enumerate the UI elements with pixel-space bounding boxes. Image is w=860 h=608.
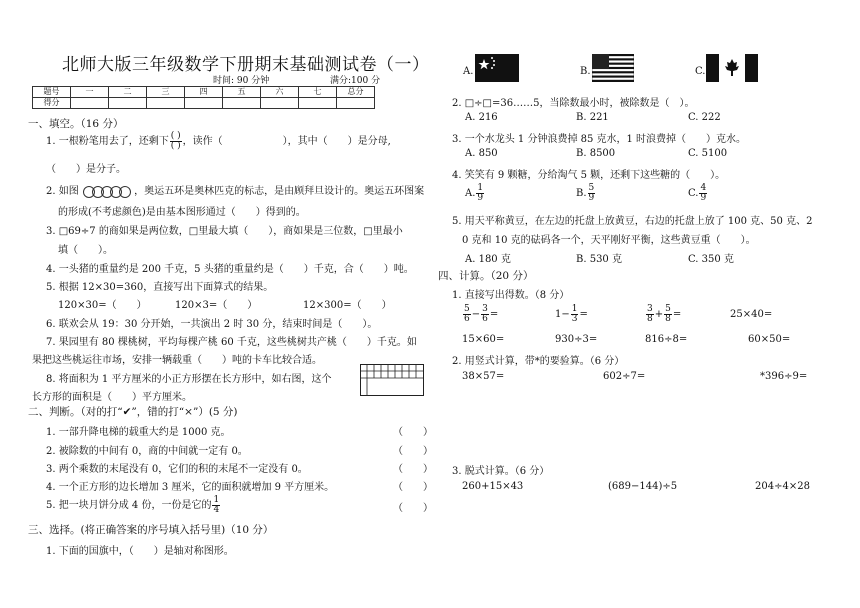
fraction (170, 132, 182, 151)
score-cell: 二 (109, 87, 147, 98)
score-input[interactable] (185, 98, 223, 109)
option[interactable]: B. 8500 (576, 148, 616, 159)
fraction (588, 184, 596, 203)
option-label: B. (576, 188, 587, 199)
stepwise-calc: 204÷4×28 (755, 481, 810, 492)
frac-expr-2 (555, 305, 588, 324)
judge-text: 5. 把一块月饼分成 4 份，一份是它的 (46, 500, 212, 511)
operand: 1− (555, 309, 570, 320)
score-input[interactable] (71, 98, 109, 109)
judge-paren[interactable]: （ ） (393, 503, 433, 514)
frac-num: 1 (213, 495, 220, 505)
choice-q5-line2: 0 克和 10 克的砝码各一个，天平刚好平衡，这些黄豆重（ ）。 (462, 235, 756, 246)
option[interactable]: A. 850 (465, 148, 498, 159)
frac-num: 5 (588, 183, 595, 193)
score-table (32, 86, 375, 109)
q2-line1 (46, 182, 424, 198)
score-cell: 一 (71, 87, 109, 98)
option[interactable]: A. 180 克 (465, 254, 511, 265)
frac-den: 4 (213, 505, 220, 515)
q2-text: 2. 如图 (46, 186, 79, 197)
q5a: 120×30=（ ） (58, 300, 147, 311)
equals: = (489, 309, 499, 320)
score-cell: 六 (261, 87, 299, 98)
calc-item: 816÷8= (645, 334, 688, 345)
calc-item: 930÷3= (555, 334, 598, 345)
frac-num: 3 (647, 304, 653, 314)
q5: 5. 根据 12×30=360，直接写出下面算式的结果。 (46, 282, 274, 293)
q3-line2: 填（ ）。 (58, 245, 113, 256)
q1-text: ，读作（ ），其中（ ）是分母, (182, 136, 391, 147)
q5c: 12×300=（ ） (303, 300, 392, 311)
frac-den: 6 (464, 314, 470, 324)
section-1-heading: 一、填空。（16 分） (28, 118, 124, 130)
q4: 4. 一头猪的重量约是 200 千克，5 头猪的重量约是（ ）千克，合（ ）吨。 (46, 264, 414, 275)
option[interactable]: A. 216 (465, 112, 498, 123)
frac-den: 9 (700, 193, 707, 203)
choice-q5-line1: 5. 用天平称黄豆，在左边的托盘上放黄豆，右边的托盘上放了 100 克、50 克、2 (452, 216, 813, 227)
frac-num: 5 (464, 304, 470, 314)
option[interactable] (688, 184, 708, 203)
score-cell: 五 (223, 87, 261, 98)
option[interactable]: C. 5100 (688, 148, 728, 159)
canada-flag-icon[interactable] (706, 54, 758, 82)
choice-q3: 3. 一个水龙头 1 分钟浪费掉 85 克水，1 时浪费掉（ ）克水。 (452, 134, 747, 145)
page-title: 北师大版三年级数学下册期末基础测试卷（一） (62, 55, 430, 75)
fraction (463, 305, 471, 324)
frac-den: 6 (482, 314, 488, 324)
score-input[interactable] (337, 98, 375, 109)
calc-sub2: 2. 用竖式计算，带*的要验算。（6 分） (452, 356, 625, 367)
q8-line1: 8. 将面积为 1 平方厘米的小正方形摆在长方形中，如右图，这个 (46, 374, 332, 385)
frac-num: 3 (482, 304, 488, 314)
equals: = (579, 309, 588, 320)
q1-text: 1. 一根粉笔用去了 (46, 136, 129, 147)
option[interactable]: B. 221 (576, 112, 609, 123)
frac-num: 1 (477, 183, 484, 193)
calc-item: 15×60= (462, 334, 505, 345)
grid-rectangle-figure (360, 364, 424, 396)
q2-text: ，奥运五环是奥林匹克的标志，是由顾拜旦设计的。奥运五环图案 (134, 186, 425, 197)
calc-item: 25×40= (730, 309, 773, 320)
fraction (212, 496, 220, 515)
fraction (646, 305, 654, 324)
option[interactable]: C. 222 (688, 112, 721, 123)
frac-den: ( ) (170, 141, 181, 151)
fraction (571, 305, 579, 324)
fraction (476, 184, 484, 203)
score-input[interactable] (223, 98, 261, 109)
calc-sub1: 1. 直接写出得数。（8 分） (452, 290, 570, 301)
q1-line1 (46, 132, 391, 151)
section-2-heading: 二、判断。（对的打“✔”，错的打“×”）(5 分) (28, 406, 238, 418)
judge-paren[interactable]: （ ） (393, 446, 433, 457)
q1-line2: （ ）是分子。 (46, 164, 126, 175)
fraction (664, 305, 672, 324)
frac-num: 5 (665, 304, 671, 314)
score-input[interactable] (261, 98, 299, 109)
score-cell: 三 (147, 87, 185, 98)
frac-expr-1 (462, 305, 498, 324)
judge-item: 4. 一个正方形的边长增加 3 厘米，它的面积就增加 9 平方厘米。 (46, 482, 335, 493)
q1-text: ，还剩下 (128, 136, 169, 147)
frac-den: 8 (665, 314, 671, 324)
score-input[interactable] (299, 98, 337, 109)
exam-full-score: 满分:100 分 (330, 76, 381, 86)
q6: 6. 联欢会从 19：30 分开始，一共演出 2 时 30 分，结束时间是（ ）。 (46, 319, 378, 330)
olympic-rings-icon (86, 186, 131, 197)
option-label: C. (688, 188, 699, 199)
q2-line2: 的形成(不考虑颜色)是由基本图形通过（ ）得到的。 (58, 207, 306, 218)
vertical-calc: 602÷7= (603, 371, 646, 382)
exam-time: 时间: 90 分钟 (213, 76, 270, 86)
china-flag-icon[interactable] (475, 54, 519, 82)
frac-den: 9 (477, 193, 484, 203)
q3-line1: 3. □69÷7 的商如果是两位数，□里最大填（ ），商如果是三位数，□里最小 (46, 226, 403, 237)
frac-num: ( ) (170, 131, 181, 141)
judge-paren[interactable]: （ ） (393, 482, 433, 493)
choice-q2: 2. □÷□=36……5，当除数最小时，被除数是（ ）。 (452, 98, 695, 109)
score-cell: 四 (185, 87, 223, 98)
judge-item: 2. 被除数的中间有 0，商的中间就一定有 0。 (46, 446, 248, 457)
score-cell: 七 (299, 87, 337, 98)
q7-line1: 7. 果园里有 80 棵桃树，平均每棵产桃 60 千克，这些桃树共产桃（ ）千克。如 (46, 337, 417, 348)
frac-num: 4 (700, 183, 707, 193)
calc-sub3: 3. 脱式计算。（6 分） (452, 466, 550, 477)
judge-item-5 (46, 496, 221, 515)
choice-q4: 4. 笑笑有 9 颗糖，分给淘气 5 颗，还剩下这些糖的（ ）。 (452, 170, 726, 181)
judge-item: 3. 两个乘数的末尾没有 0，它们的积的末尾不一定没有 0。 (46, 464, 308, 475)
section-4-heading: 四、计算。（20 分） (438, 270, 534, 282)
section-3-heading: 三、选择。(将正确答案的序号填入括号里)（10 分） (28, 524, 274, 536)
frac-den: 9 (588, 193, 595, 203)
stepwise-calc: 260+15×43 (462, 481, 524, 492)
option[interactable]: C. 350 克 (688, 254, 734, 265)
q5b: 120×3=（ ） (175, 300, 258, 311)
score-label: 得分 (33, 98, 71, 109)
score-cell: 题号 (33, 87, 71, 98)
score-input[interactable] (109, 98, 147, 109)
usa-flag-icon[interactable] (592, 54, 634, 82)
frac-expr-3 (645, 305, 681, 324)
option[interactable] (576, 184, 596, 203)
score-input[interactable] (147, 98, 185, 109)
fraction (481, 305, 489, 324)
flag-option-b-label: B. (580, 66, 591, 77)
q8-line2: 长方形的面积是（ ）平方厘米。 (32, 392, 192, 403)
operator: − (471, 309, 481, 320)
judge-item: 1. 一部升降电梯的载重大约是 1000 克。 (46, 427, 231, 438)
choice-q1: 1. 下面的国旗中，（ ）是轴对称图形。 (46, 546, 234, 557)
frac-den: 8 (647, 314, 653, 324)
judge-paren[interactable]: （ ） (393, 427, 433, 438)
option[interactable] (465, 184, 485, 203)
calc-item: 60×50= (748, 334, 791, 345)
stepwise-calc: (689−144)÷5 (608, 481, 678, 492)
frac-den: 3 (571, 314, 578, 324)
fraction (699, 184, 707, 203)
vertical-calc: *396÷9= (760, 371, 808, 382)
option-label: A. (465, 188, 476, 199)
flag-option-a-label: A. (463, 66, 474, 77)
operator: + (654, 309, 664, 320)
flag-option-c-label: C. (695, 66, 706, 77)
vertical-calc: 38×57= (462, 371, 505, 382)
score-cell: 总分 (337, 87, 375, 98)
judge-paren[interactable]: （ ） (393, 464, 433, 475)
frac-num: 1 (571, 304, 578, 314)
equals: = (672, 309, 682, 320)
option[interactable]: B. 530 克 (576, 254, 622, 265)
q7-line2: 果把这些桃运往市场，安排一辆载重（ ）吨的卡车比较合适。 (32, 355, 322, 366)
